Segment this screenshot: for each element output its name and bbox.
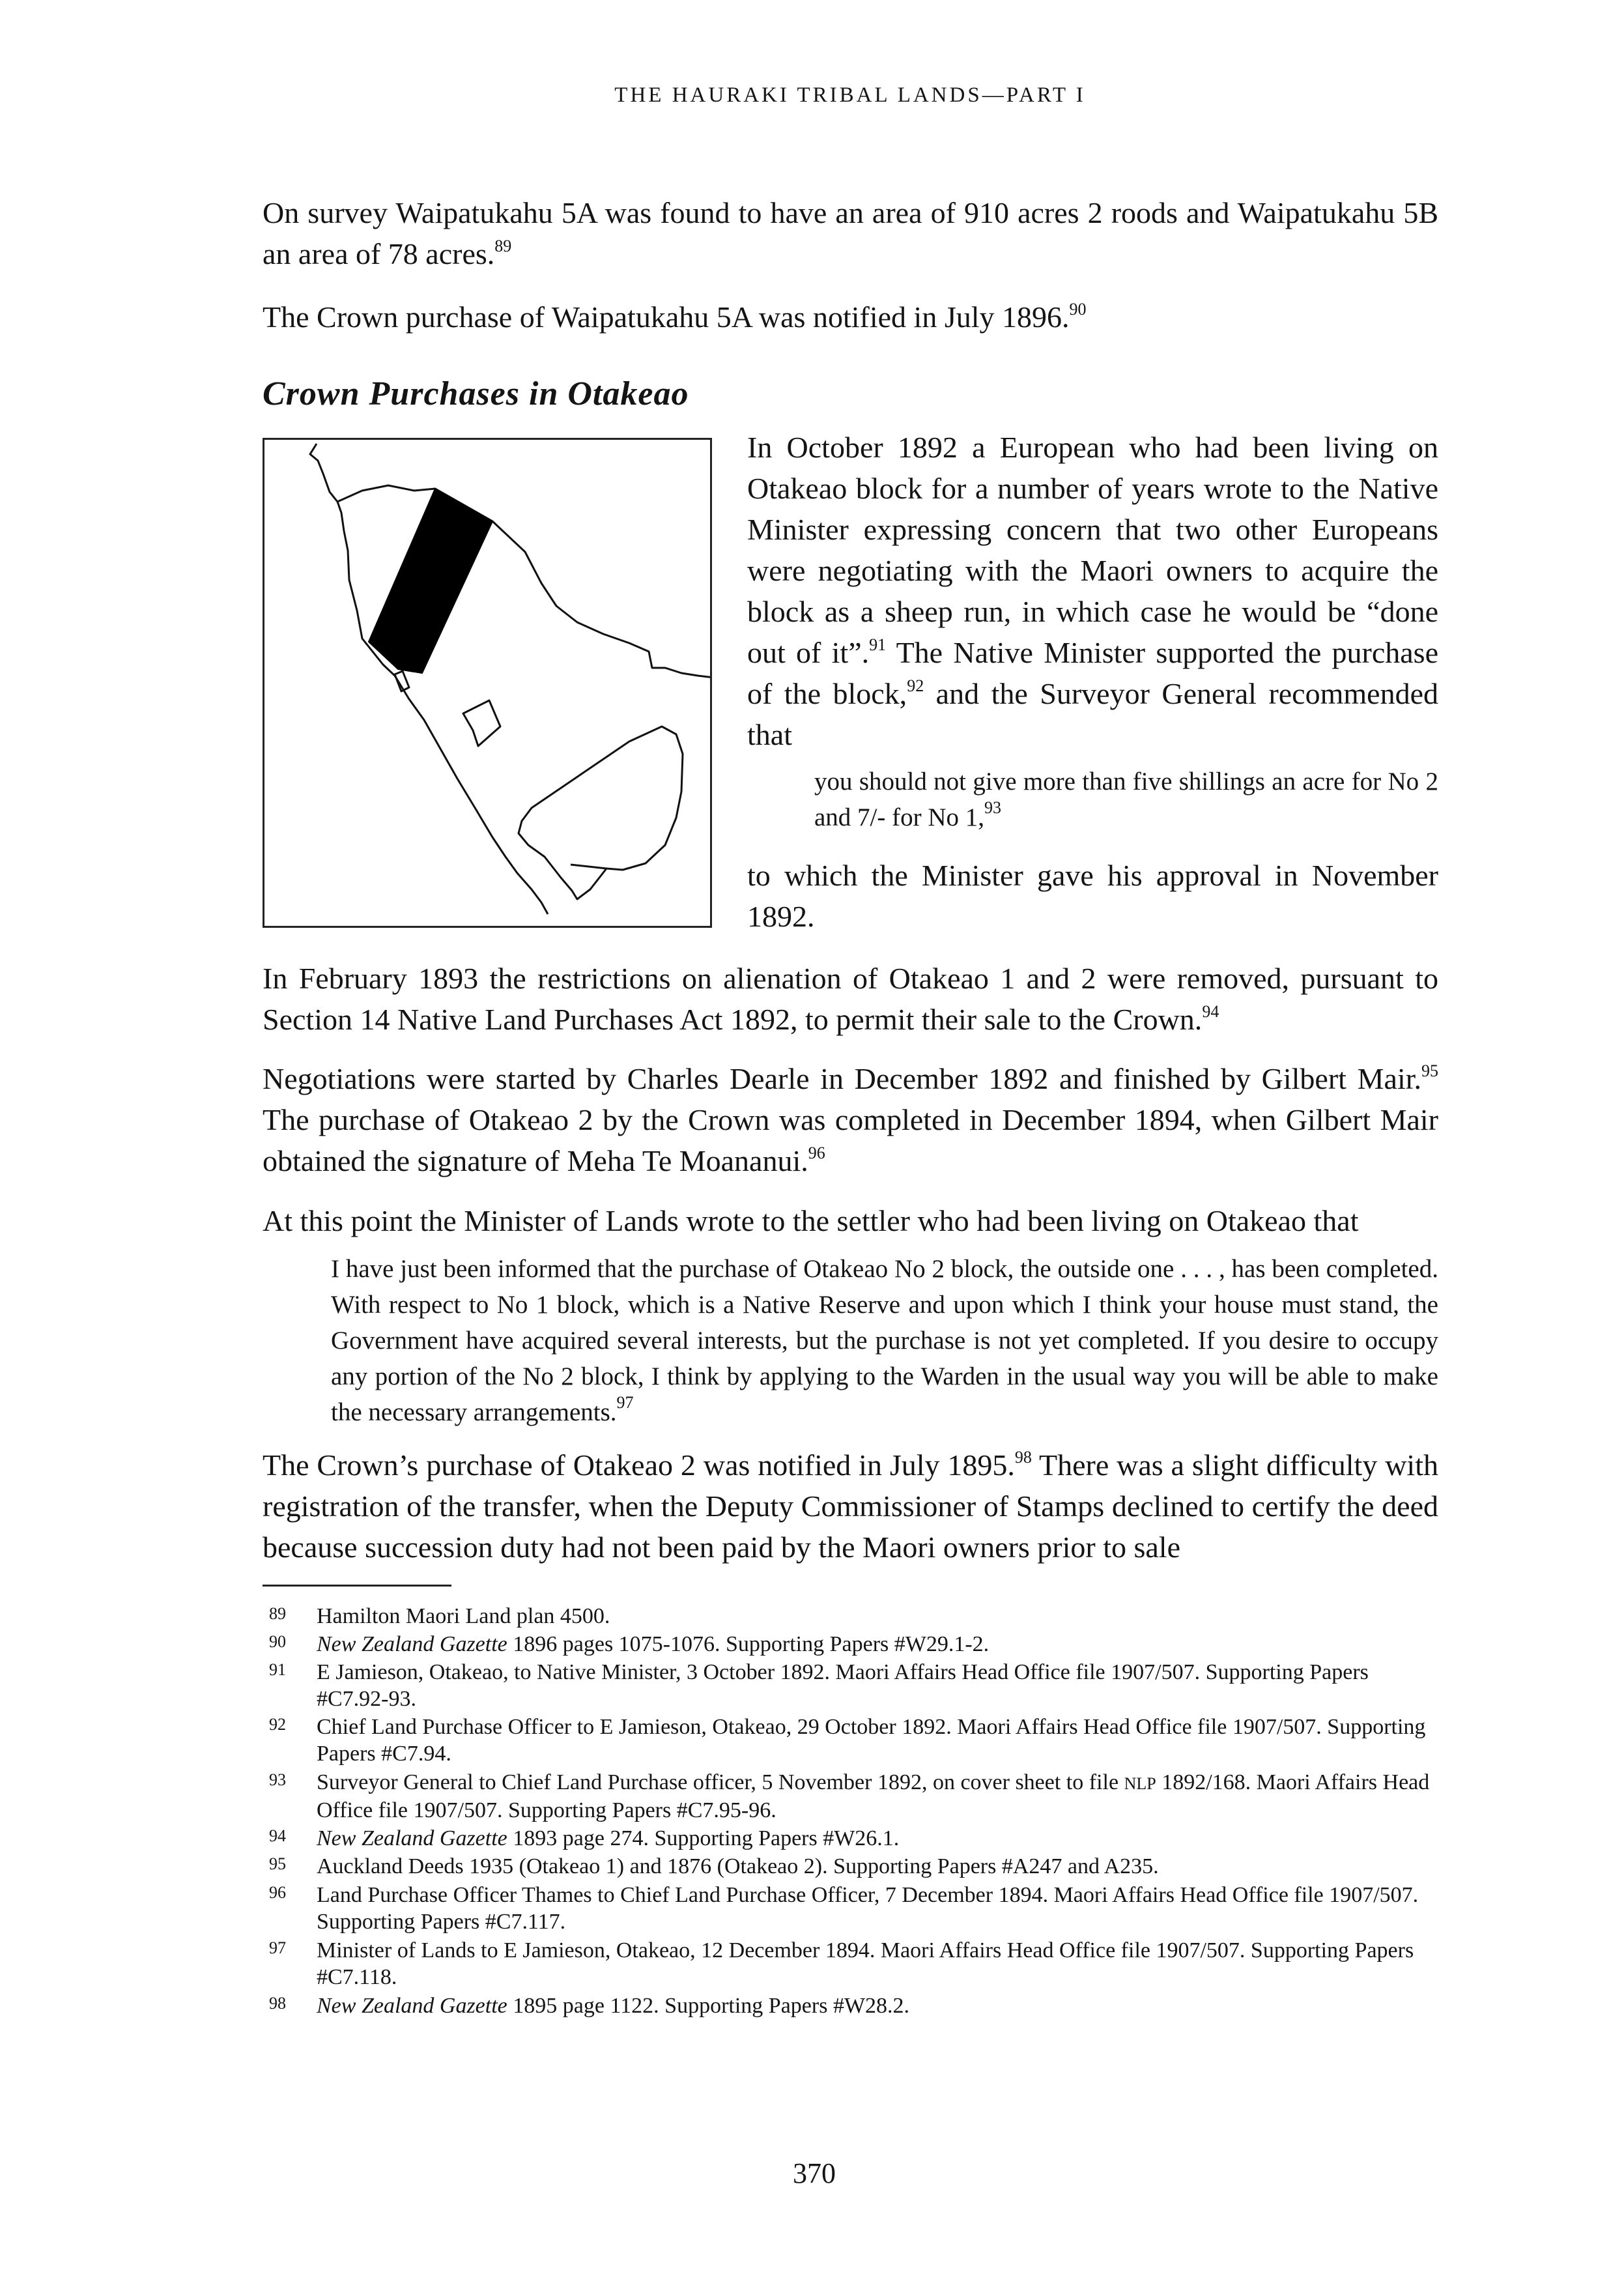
footnote-number: 96 [269,1883,286,1902]
footnote-number: 92 [269,1715,286,1734]
paragraph-crown-purchase-notified: The Crown purchase of Waipatukahu 5A was notified in July 1896.90 [263,300,1087,334]
footnote-ref-94[interactable]: 94 [1202,1002,1219,1021]
paragraph-minister-approval: to which the Minister gave his approval in November 1892. [747,859,1438,933]
footnote-number: 98 [269,1994,286,2013]
footnote-divider [263,1585,451,1587]
parcel-small-b [463,700,500,746]
footnote-ref-93[interactable]: 93 [984,798,1002,817]
footnote-number: 91 [269,1660,286,1679]
paragraph-february-1893: In February 1893 the restrictions on alienation of Otakeao 1 and 2 were removed, pursuant to Section 14 Native Land Purchases Act 1892, to permit their sale to the Crown.$^{94}$ [263,962,1438,1036]
paragraph-minister-of-lands: At this point the Minister of Lands wrote to the settler who had been living on Otakeao that [263,1204,1359,1237]
otakeao-block-map [263,438,712,928]
footnote-ref-91[interactable]: 91 [869,635,887,654]
page-number: 370 [793,2157,836,2189]
footnote-number: 97 [269,1938,286,1957]
footnote-number: 89 [269,1604,286,1623]
footnote-text: New Zealand Gazette 1896 pages 1075-1076. Supporting Papers #W29.1-2. [317,1632,990,1656]
footnote-ref-98[interactable]: 98 [1014,1448,1032,1467]
footnote-number: 93 [269,1770,286,1789]
footnote-text: New Zealand Gazette 1895 page 1122. Supporting Papers #W28.2. [317,1994,910,2018]
footnote-ref-96[interactable]: 96 [808,1143,825,1162]
footnote-text: New Zealand Gazette 1893 page 274. Supporting Papers #W26.1. [317,1826,900,1850]
footnote-ref-89[interactable]: 89 [494,237,512,255]
footnote-number: 94 [269,1826,286,1845]
footnote-ref-92[interactable]: 92 [907,676,924,695]
running-header: THE HAURAKI TRIBAL LANDS—PART I [614,83,1086,107]
footnote-text: E Jamieson, Otakeao, to Native Minister, 3 October 1892. Maori Affairs Head Office file 1907/507. Supporting Papers #C7.92-93. [317,1660,1369,1711]
footnote-ref-90[interactable]: 90 [1069,300,1087,319]
paragraph-october-1892: In October 1892 a European who had been living on Otakeao block for a number of years wrote to the Native Minister expressing concern that two other Europeans were negotiating with the Maori owners to acquire the block as a sheep run, in which case he would be “done out of it”.$^{91}$ The Native Minister supported the purchase of the block,$^{92}$ and the Surveyor General recommended that [747,431,1439,751]
section-heading: Crown Purchases in Otakeao [263,375,689,412]
footnote-text: Land Purchase Officer Thames to Chief Land Purchase Officer, 7 December 1894. Maori Affairs Head Office file 1907/507. Supporting Papers #C7.117. [317,1883,1419,1934]
paragraph-survey-area: On survey Waipatukahu 5A was found to have an area of 910 acres 2 roods and Waipatukahu 5B an area of 78 acres.$^{89}$ [263,196,1438,270]
footnote-ref-95[interactable]: 95 [1421,1061,1438,1080]
otakeao-no1-block [369,489,492,673]
footnote-number: 90 [269,1632,286,1651]
map-figure [264,440,712,928]
paragraph-crowns-purchase-1895: The Crown’s purchase of Otakeao 2 was notified in July 1895.98 There was a slight difficulty with registration of the transfer, when the Deputy Commissioner of Stamps declined to certify the deed because succession duty had not been paid by the Maori owners prior to sale [263,1448,1438,1564]
footnote-text: Chief Land Purchase Officer to E Jamieson, Otakeao, 29 October 1892. Maori Affairs Head Office file 1907/507. Supporting Papers #C7.94. [317,1715,1426,1766]
footnote-text: Hamilton Maori Land plan 4500. [317,1604,610,1628]
footnote-text: Surveyor General to Chief Land Purchase officer, 5 November 1892, on cover sheet to file NLP 1892/168. Maori Affairs Head Office file 1907/507. Supporting Papers #C7.95-96. [317,1770,1430,1822]
footnote-ref-97[interactable]: 97 [616,1393,634,1412]
quote-minister-of-lands: I have just been informed that the purchase of Otakeao No 2 block, the outside one . . . , has been completed. With respect to No 1 block, which is a Native Reserve and upon which I think your house must stand, the Government have acquired several interests, but the purchase is not yet completed. If you desire to occupy any portion of the No 2 block, I think by applying to the Warden in the usual way you will be able to make the necessary arrangements.$^{97}$ [331,1255,1438,1426]
footnote-text: Auckland Deeds 1935 (Otakeao 1) and 1876 (Otakeao 2). Supporting Papers #A247 and A235. [317,1854,1159,1878]
parcel-southern-block [519,726,683,899]
paragraph-negotiations: Negotiations were started by Charles Dearle in December 1892 and finished by Gilbert Mair.$^{95}$ The purchase of Otakeao 2 by the Crown was completed in December 1894, when Gilbert Mair obtained the signature of Meha Te Moananui.$^{96}$ [263,1061,1438,1177]
quote-surveyor-general: you should not give more than five shillings an acre for No 2 and 7/- for No 1,93 [814,768,1438,831]
footnote-text: Minister of Lands to E Jamieson, Otakeao, 12 December 1894. Maori Affairs Head Office file 1907/507. Supporting Papers #C7.118. [317,1938,1414,1989]
parcel-inner-line [571,865,606,869]
footnote-number: 95 [269,1854,286,1873]
